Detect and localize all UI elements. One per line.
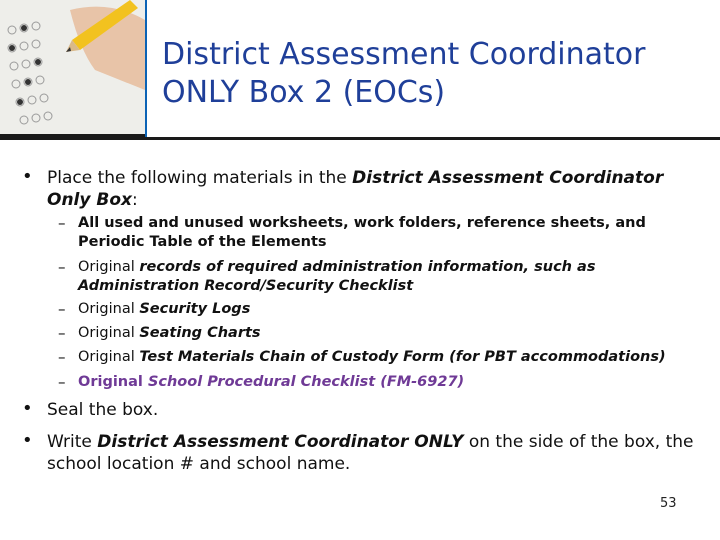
sub-dash: – <box>58 300 66 318</box>
sub-item-6 <box>78 373 698 392</box>
sub-item-3-emphasis: Security Logs <box>139 301 251 317</box>
sub-item-5 <box>78 348 708 367</box>
bullet-1-suffix: : <box>131 190 138 210</box>
page-number: 53 <box>660 496 677 511</box>
sub-item-6-emphasis: School Procedural Checklist (FM-6927) <box>147 374 465 390</box>
sub-dash: – <box>58 348 66 366</box>
sub-item-2-plain: Original <box>78 259 140 275</box>
sub-item-2-emphasis: records of required administration information, such as Administration Record/Security Checklist <box>78 259 596 294</box>
bullet-marker: • <box>22 430 33 451</box>
bullet-1-emphasis: District Assessment Coordinator Only Box <box>47 168 664 210</box>
sub-item-5-plain: Original <box>78 349 140 365</box>
bullet-3-suffix: on the side of the box, the school location # and school name. <box>47 432 694 474</box>
sub-item-3-plain: Original <box>78 301 140 317</box>
sub-dash: – <box>58 214 66 232</box>
sub-item-4-plain: Original <box>78 325 140 341</box>
title-line-1: District Assessment Coordinator <box>162 37 646 72</box>
sub-item-5-emphasis: Test Materials Chain of Custody Form (for PBT accommodations) <box>139 349 666 365</box>
bullet-3-text <box>47 431 707 475</box>
page-title <box>162 36 702 112</box>
sub-item-6-plain: Original <box>78 374 148 390</box>
bullet-1-text <box>47 167 697 211</box>
bullet-2-text <box>47 399 697 421</box>
answer-sheet-pencil-icon <box>0 0 145 138</box>
bullet-marker: • <box>22 398 33 419</box>
sub-dash: – <box>58 373 66 391</box>
sub-item-4-emphasis: Seating Charts <box>139 325 261 341</box>
bullet-2-label: Seal the box. <box>47 400 159 420</box>
header-decoration <box>147 0 720 30</box>
sub-item-2 <box>78 258 698 296</box>
bullet-3-prefix: Write <box>47 432 98 452</box>
slide-header <box>0 0 720 138</box>
sub-dash: – <box>58 324 66 342</box>
sub-item-4 <box>78 324 698 343</box>
answer-sheet-illustration <box>0 0 145 138</box>
bullet-marker: • <box>22 166 33 187</box>
header-divider <box>0 137 720 140</box>
sub-item-3 <box>78 300 698 319</box>
sub-item-1-text: All used and unused worksheets, work folders, reference sheets, and Periodic Table of the Elements <box>78 215 646 250</box>
sub-item-1 <box>78 214 688 252</box>
bullet-1-prefix: Place the following materials in the <box>47 168 353 188</box>
bullet-3-emphasis: District Assessment Coordinator ONLY <box>97 432 464 452</box>
sub-dash: – <box>58 258 66 276</box>
title-line-2: ONLY Box 2 (EOCs) <box>162 75 446 110</box>
